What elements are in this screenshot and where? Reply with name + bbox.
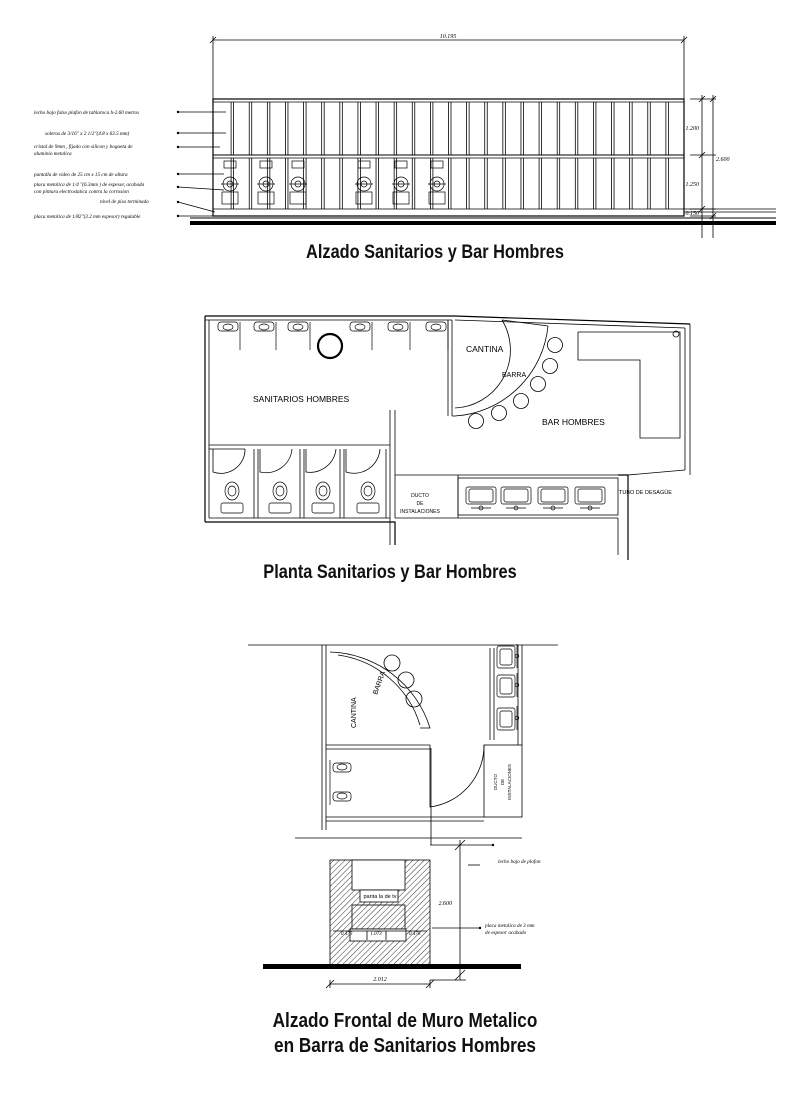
toilet-tank <box>312 503 334 513</box>
note-lecho: lecho bajo falso plafon de tablaroca h-2.60 metros <box>34 110 140 116</box>
plan-barra-label: BARRA <box>502 372 527 379</box>
plan-cantina-label: CANTINA <box>466 344 504 354</box>
front-placa-note-1: placa metalica de 3 mm <box>485 923 535 929</box>
sink-bowl <box>500 678 512 694</box>
sink-basin <box>575 487 605 504</box>
plan-drain-circle <box>318 334 342 358</box>
urinal-bowl <box>393 324 403 330</box>
toilet-bowl <box>361 482 375 500</box>
plan-ducto-1: DUCTO <box>411 493 429 499</box>
front-pantalla-label: panta la de tv <box>363 894 397 900</box>
front-floor-slab <box>263 964 521 969</box>
front-ducto-1: DUCTO <box>493 774 498 790</box>
sink-bowl <box>500 711 512 727</box>
plan-bar-label: BAR HOMBRES <box>542 417 605 427</box>
plan-ducto-2: DE <box>416 501 424 507</box>
front-lecho-note: lecho bajo de plafon <box>498 859 541 865</box>
sink-bowl <box>504 489 528 502</box>
tv-screen <box>358 161 370 168</box>
toilet-bowl <box>316 482 330 500</box>
front-height-dim: 2.600 <box>438 901 452 907</box>
urinal-base <box>222 192 238 204</box>
front-left-dim: 0.470 <box>341 932 353 937</box>
plan-tubo-label: TUBO DE DESAGÜE <box>619 490 672 496</box>
note-nivel-piso: nivel de piso terminado <box>100 199 149 205</box>
note-pantalla: pantalla de video de 25 cm x 15 cm de altura <box>34 172 128 178</box>
urinal-base <box>429 192 445 204</box>
note-placa-2: con pintura electrostatica contra la corrosion <box>34 189 129 195</box>
note-placa-regulable: placa metalica de 1/82"(3.2 mm espesor) regulable <box>34 214 141 220</box>
sink-basin <box>466 487 496 504</box>
sink-bowl <box>541 489 565 502</box>
front-ducto-3: INSTALACIONES <box>507 764 512 800</box>
upper-height-dim: 1.200 <box>685 126 699 132</box>
urinal-bowl <box>355 324 365 330</box>
toilet-seat <box>364 486 372 496</box>
elevation-leader-dots <box>177 111 179 217</box>
toilet-seat <box>228 486 236 496</box>
toilet-seat <box>276 486 284 496</box>
urinal-base <box>258 192 274 204</box>
front-sinks <box>497 644 519 730</box>
toilet-tank <box>357 503 379 513</box>
front-right-dim: 0.470 <box>409 932 421 937</box>
sink-bowl <box>469 489 493 502</box>
front-placa-note-2: de espesor acabado <box>485 930 527 936</box>
note-cristal: cristal de 9mm , fijado con silicon y bogueta de <box>34 144 133 150</box>
total-height-dim: 2.600 <box>716 157 730 163</box>
plan-urinals <box>218 322 448 350</box>
lower-height-dim: 1.250 <box>685 182 699 188</box>
note-placa-1: placa metalica de 1/4 "(6.3mm ) de espesor, acabada <box>34 182 145 188</box>
plan-title: Planta Sanitarios y Bar Hombres <box>263 562 517 583</box>
toilet-seat <box>319 486 327 496</box>
plan-sanitarios-label: SANITARIOS HOMBRES <box>253 394 350 404</box>
urinal-bowl <box>293 324 303 330</box>
toilet-bowl <box>273 482 287 500</box>
front-leader-dots <box>479 844 494 929</box>
note-soleras: soleras de 3/16" x 2 1/2"(4.8 x 63.5 mm) <box>45 131 130 137</box>
sink-basin <box>501 487 531 504</box>
urinal-bowl <box>431 324 441 330</box>
base-height-dim: 0.150 <box>685 211 699 217</box>
plan-drawing <box>205 316 690 560</box>
plan-ducto-3: INSTALACIONES <box>400 509 440 515</box>
elevation-title: Alzado Sanitarios y Bar Hombres <box>306 242 564 263</box>
urinal-base <box>356 192 372 204</box>
overall-width-dim: 10.195 <box>439 34 457 40</box>
urinal-bowl <box>223 324 233 330</box>
plan-sinks <box>466 487 605 510</box>
note-aluminio: aluminio metalica <box>34 151 72 157</box>
front-barra-label: BARRA <box>372 670 388 696</box>
front-title-line2: en Barra de Sanitarios Hombres <box>274 1035 536 1057</box>
tv-screen <box>224 161 236 168</box>
urinal-bowl <box>259 324 269 330</box>
sink-bowl <box>578 489 602 502</box>
front-width-dim: 2.012 <box>373 977 387 983</box>
front-ducto-2: DE <box>500 778 505 786</box>
toilet-tank <box>221 503 243 513</box>
sink-bowl <box>500 649 512 665</box>
urinal-base <box>393 192 409 204</box>
sink-basin <box>538 487 568 504</box>
front-title-line1: Alzado Frontal de Muro Metalico <box>272 1010 538 1032</box>
toilet-bowl <box>225 482 239 500</box>
front-urinals <box>330 760 351 805</box>
elevation-drawing <box>178 36 776 238</box>
tv-screen <box>292 161 304 168</box>
toilet-tank <box>269 503 291 513</box>
front-center-dim: 1.073 <box>370 932 382 937</box>
front-cantina-label: CANTINA <box>351 697 358 728</box>
